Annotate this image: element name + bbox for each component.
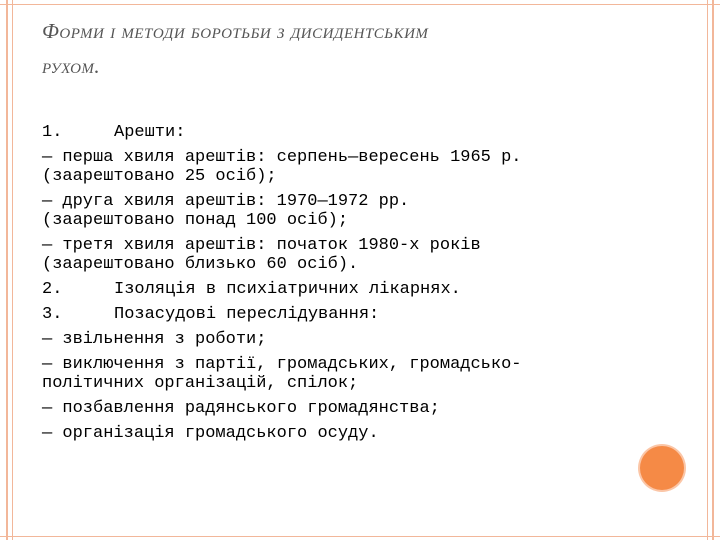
list-item-number: 2. [42, 280, 63, 299]
slide-title-line-1: Форми і методи боротьби з дисидентським [42, 19, 429, 43]
list-item-label: Позасудові переслідування: [114, 305, 380, 324]
list-item-psychiatric [42, 280, 632, 299]
arrest-wave-1-line-1: — перша хвиля арештів: серпень—вересень 1965 р. [42, 148, 522, 167]
arrest-wave-3-line-2: (заарештовано близько 60 осіб). [42, 255, 359, 274]
list-item-label: Арешти: [114, 123, 186, 142]
arrest-wave-2-line-1: — друга хвиля арештів: 1970—1972 рр. [42, 192, 410, 211]
frame-right-line-outer [712, 0, 714, 540]
list-item-extrajudicial [42, 305, 632, 324]
frame-left-line [6, 0, 8, 540]
slide-title [42, 14, 662, 84]
list-item-number: 3. [42, 305, 63, 324]
arrest-wave-2-line-2: (заарештовано понад 100 осіб); [42, 211, 349, 230]
list-item-number: 1. [42, 123, 63, 142]
list-item-arrests [42, 123, 632, 142]
measure-citizenship: — позбавлення радянського громадянства; [42, 399, 440, 418]
measure-dismissal: — звільнення з роботи; [42, 330, 267, 349]
slide-body [42, 123, 632, 443]
frame-bottom-line [0, 536, 720, 537]
arrest-wave-1-line-2: (заарештовано 25 осіб); [42, 167, 277, 186]
accent-circle [640, 446, 684, 490]
slide-title-line-2: рухом. [42, 54, 101, 78]
frame-left-line-inner [12, 0, 13, 540]
measure-expulsion-line-1: — виключення з партії, громадських, громадсько- [42, 355, 522, 374]
frame-right-line [707, 0, 708, 540]
measure-public-condemnation: — організація громадського осуду. [42, 424, 379, 443]
frame-top-line [0, 4, 720, 5]
list-item-label: Ізоляція в психіатричних лікарнях. [114, 280, 461, 299]
arrest-wave-3-line-1: — третя хвиля арештів: початок 1980-х років [42, 236, 481, 255]
measure-expulsion-line-2: політичних організацій, спілок; [42, 374, 359, 393]
